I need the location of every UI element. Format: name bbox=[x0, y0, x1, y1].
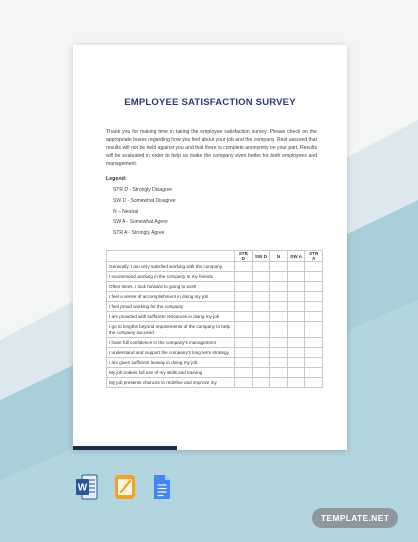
rating-checkbox-cell[interactable] bbox=[305, 312, 323, 322]
rating-checkbox-cell[interactable] bbox=[287, 272, 305, 282]
rating-checkbox-cell[interactable] bbox=[252, 348, 270, 358]
rating-checkbox-cell[interactable] bbox=[305, 368, 323, 378]
rating-checkbox-cell[interactable] bbox=[305, 262, 323, 272]
legend-title: Legend: bbox=[106, 176, 127, 182]
table-row bbox=[107, 272, 323, 282]
rating-checkbox-cell[interactable] bbox=[252, 322, 270, 338]
rating-checkbox-cell[interactable] bbox=[305, 348, 323, 358]
rating-checkbox-cell[interactable] bbox=[287, 262, 305, 272]
rating-checkbox-cell[interactable] bbox=[287, 322, 305, 338]
rating-checkbox-cell[interactable] bbox=[235, 282, 253, 292]
rating-checkbox-cell[interactable] bbox=[270, 358, 288, 368]
rating-checkbox-cell[interactable] bbox=[270, 368, 288, 378]
rating-checkbox-cell[interactable] bbox=[287, 358, 305, 368]
rating-checkbox-cell[interactable] bbox=[287, 368, 305, 378]
header-n: N bbox=[270, 251, 288, 262]
rating-checkbox-cell[interactable] bbox=[270, 348, 288, 358]
question-cell: I am provided with sufficient resources in doing my job bbox=[107, 312, 235, 322]
accent-bar bbox=[73, 446, 177, 450]
rating-checkbox-cell[interactable] bbox=[252, 312, 270, 322]
table-row bbox=[107, 302, 323, 312]
legend-item: STR D - Strongly Disagree bbox=[113, 187, 173, 193]
rating-checkbox-cell[interactable] bbox=[270, 272, 288, 282]
rating-checkbox-cell[interactable] bbox=[252, 338, 270, 348]
legend-item: SW D - Somewhat Disagree bbox=[113, 197, 176, 204]
rating-checkbox-cell[interactable] bbox=[252, 378, 270, 388]
rating-checkbox-cell[interactable] bbox=[270, 292, 288, 302]
question-cell: My job presents chances to redefine and improve my bbox=[107, 378, 235, 388]
header-str-d: STR D bbox=[235, 251, 253, 262]
intro-paragraph: Thank you for making time in taking the employee satisfaction survey. Please check on the appropriate boxes regarding how you feel about your job and the company. Rest assured that results will not be held against you and that there is complete anonymity on your part. Results will be evaluated in order to help us make the company even better for both employees and management. bbox=[106, 129, 317, 168]
header-sw-d: SW D bbox=[252, 251, 270, 262]
rating-checkbox-cell[interactable] bbox=[287, 338, 305, 348]
rating-checkbox-cell[interactable] bbox=[235, 378, 253, 388]
table-row bbox=[107, 282, 323, 292]
table-header-row bbox=[107, 251, 323, 262]
question-cell: I feel proud working for the company bbox=[107, 302, 235, 312]
question-cell: I recommend working in the company to my friends bbox=[107, 272, 235, 282]
rating-checkbox-cell[interactable] bbox=[305, 272, 323, 282]
table-row bbox=[107, 292, 323, 302]
pages-icon[interactable] bbox=[114, 474, 136, 500]
rating-checkbox-cell[interactable] bbox=[252, 292, 270, 302]
rating-checkbox-cell[interactable] bbox=[270, 378, 288, 388]
rating-checkbox-cell[interactable] bbox=[235, 322, 253, 338]
rating-checkbox-cell[interactable] bbox=[252, 368, 270, 378]
rating-checkbox-cell[interactable] bbox=[287, 348, 305, 358]
google-docs-icon[interactable] bbox=[153, 474, 171, 500]
table-row bbox=[107, 262, 323, 272]
rating-checkbox-cell[interactable] bbox=[252, 302, 270, 312]
rating-checkbox-cell[interactable] bbox=[305, 302, 323, 312]
rating-checkbox-cell[interactable] bbox=[270, 312, 288, 322]
table-row bbox=[107, 338, 323, 348]
header-str-a: STR A bbox=[305, 251, 323, 262]
rating-checkbox-cell[interactable] bbox=[305, 378, 323, 388]
svg-text:W: W bbox=[77, 482, 88, 494]
legend-item: N – Neutral bbox=[113, 208, 139, 215]
rating-checkbox-cell[interactable] bbox=[235, 368, 253, 378]
table-row bbox=[107, 348, 323, 358]
rating-checkbox-cell[interactable] bbox=[270, 322, 288, 338]
rating-checkbox-cell[interactable] bbox=[270, 338, 288, 348]
document-title: EMPLOYEE SATISFACTION SURVEY bbox=[124, 97, 296, 108]
survey-document bbox=[73, 45, 347, 450]
rating-checkbox-cell[interactable] bbox=[270, 302, 288, 312]
rating-checkbox-cell[interactable] bbox=[270, 282, 288, 292]
rating-checkbox-cell[interactable] bbox=[235, 262, 253, 272]
rating-checkbox-cell[interactable] bbox=[235, 312, 253, 322]
rating-checkbox-cell[interactable] bbox=[235, 338, 253, 348]
rating-checkbox-cell[interactable] bbox=[252, 282, 270, 292]
rating-checkbox-cell[interactable] bbox=[305, 358, 323, 368]
rating-checkbox-cell[interactable] bbox=[305, 282, 323, 292]
rating-checkbox-cell[interactable] bbox=[305, 322, 323, 338]
header-question bbox=[107, 251, 235, 262]
rating-checkbox-cell[interactable] bbox=[305, 292, 323, 302]
rating-checkbox-cell[interactable] bbox=[235, 292, 253, 302]
rating-checkbox-cell[interactable] bbox=[252, 272, 270, 282]
rating-checkbox-cell[interactable] bbox=[287, 378, 305, 388]
rating-checkbox-cell[interactable] bbox=[252, 358, 270, 368]
rating-checkbox-cell[interactable] bbox=[287, 292, 305, 302]
rating-checkbox-cell[interactable] bbox=[287, 312, 305, 322]
rating-checkbox-cell[interactable] bbox=[235, 348, 253, 358]
question-cell: I go to lengths beyond requirements of the company to help the company succeed. bbox=[107, 322, 235, 338]
template-net-watermark: TEMPLATE.NET bbox=[312, 508, 398, 528]
question-cell: I am given sufficient leeway in doing my job bbox=[107, 358, 235, 368]
question-cell: I feel a sense of accomplishment in doing my job bbox=[107, 292, 235, 302]
rating-checkbox-cell[interactable] bbox=[287, 302, 305, 312]
question-cell: Generally, I am very satisfied working with the company. bbox=[107, 262, 235, 272]
table-row bbox=[107, 368, 323, 378]
table-row bbox=[107, 358, 323, 368]
question-cell: I understand and support the company's long term strategy bbox=[107, 348, 235, 358]
survey-table bbox=[106, 250, 323, 388]
rating-checkbox-cell[interactable] bbox=[287, 282, 305, 292]
rating-checkbox-cell[interactable] bbox=[235, 358, 253, 368]
question-cell: Often times, I look forward to going to work bbox=[107, 282, 235, 292]
header-sw-a: SW A bbox=[287, 251, 305, 262]
question-cell: My job makes full use of my skills and training bbox=[107, 368, 235, 378]
table-row bbox=[107, 312, 323, 322]
rating-checkbox-cell[interactable] bbox=[235, 272, 253, 282]
legend-item: SW A - Somewhat Agree bbox=[113, 219, 168, 226]
rating-checkbox-cell[interactable] bbox=[235, 302, 253, 312]
rating-checkbox-cell[interactable] bbox=[252, 262, 270, 272]
question-cell: I have full confidence in the company's management bbox=[107, 338, 235, 348]
rating-checkbox-cell[interactable] bbox=[270, 262, 288, 272]
word-icon[interactable] bbox=[76, 474, 98, 500]
rating-checkbox-cell[interactable] bbox=[305, 338, 323, 348]
legend-item: STR A - Strongly Agree bbox=[113, 230, 165, 237]
legend-list bbox=[113, 185, 176, 239]
table-row bbox=[107, 378, 323, 388]
table-row bbox=[107, 322, 323, 338]
